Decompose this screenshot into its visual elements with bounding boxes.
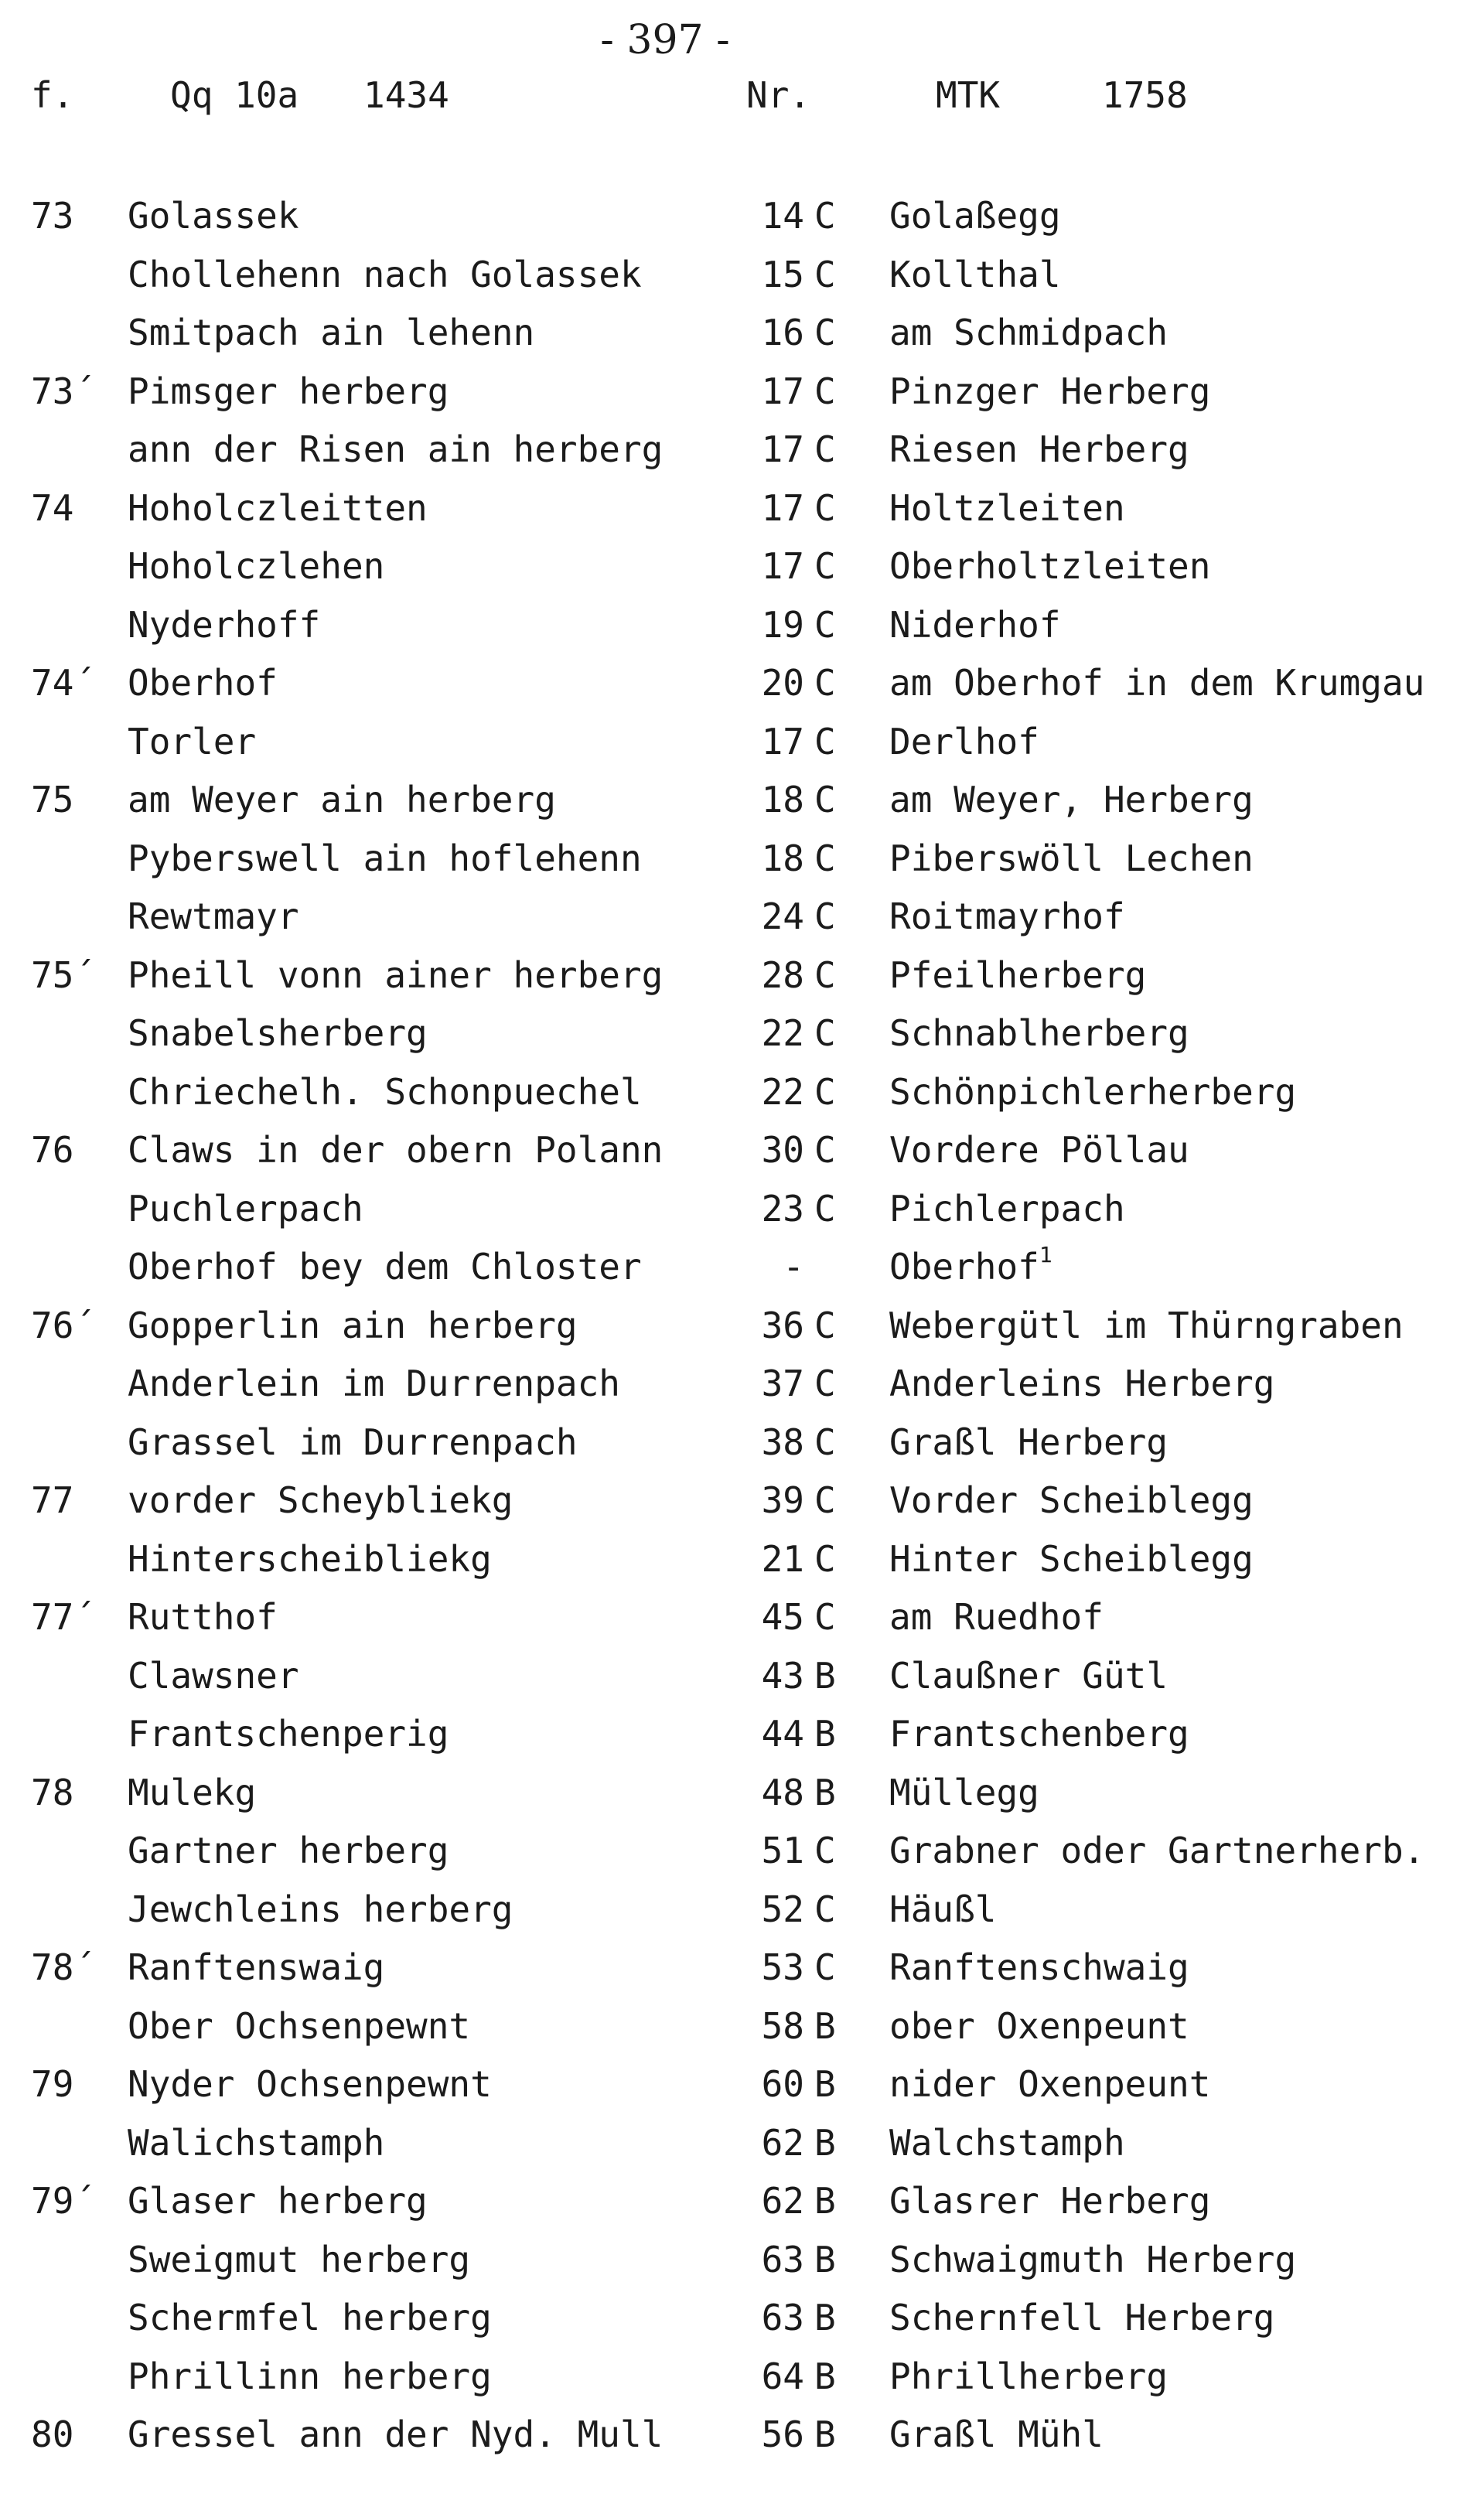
place-name-1434: Mulekg xyxy=(128,1771,257,1813)
entry-group: C xyxy=(814,837,836,879)
place-name-1434: ann der Risen ain herberg xyxy=(128,428,664,470)
folio-number: 80 xyxy=(31,2413,74,2455)
entry-group: C xyxy=(814,1363,836,1404)
list-item xyxy=(0,2291,1484,2349)
place-name-1434: Hoholczleitten xyxy=(128,486,428,529)
place-name-1758: Piberswöll Lechen xyxy=(889,837,1254,879)
place-name-1758: Graßl Mühl xyxy=(889,2413,1104,2455)
place-name-1758: Schwaigmuth Herberg xyxy=(889,2238,1297,2280)
place-name-1758: ober Oxenpeunt xyxy=(889,2004,1189,2047)
entry-group: B xyxy=(814,2121,836,2164)
place-name-1434: Gartner herberg xyxy=(128,1830,449,1871)
entry-number: 60 xyxy=(761,2063,804,2105)
list-item xyxy=(0,1006,1484,1065)
list-item xyxy=(0,2057,1484,2116)
place-name-1758: Glasrer Herberg xyxy=(889,2180,1211,2222)
list-item xyxy=(0,2349,1484,2408)
entry-group: C xyxy=(814,486,836,529)
entry-number: 39 xyxy=(761,1479,804,1521)
list-item xyxy=(0,1182,1484,1240)
entry-group: C xyxy=(814,428,836,470)
entry-number: 24 xyxy=(761,895,804,937)
place-name-1758: Schnablherberg xyxy=(889,1012,1189,1054)
entry-group: C xyxy=(814,195,836,237)
entry-group: C xyxy=(814,1946,836,1988)
entry-group: C xyxy=(814,1012,836,1054)
place-name-1758: Pichlerpach xyxy=(889,1187,1125,1230)
entry-number: 20 xyxy=(761,662,804,704)
list-item xyxy=(0,1940,1484,1999)
folio-number: 76´ xyxy=(31,1304,96,1346)
place-name-1434: Golassek xyxy=(128,195,299,237)
place-name-1758: Schönpichlerherberg xyxy=(889,1070,1297,1113)
entry-list xyxy=(0,189,1484,2466)
entry-number: 30 xyxy=(761,1129,804,1171)
place-name-1758: Graßl Herberg xyxy=(889,1421,1168,1463)
list-item xyxy=(0,1882,1484,1941)
place-name-1434: Walichstamph xyxy=(128,2121,385,2164)
place-name-1758 xyxy=(889,1242,1052,1288)
list-item xyxy=(0,1999,1484,2058)
place-name-1434: Phrillinn herberg xyxy=(128,2355,492,2397)
folio-number: 77 xyxy=(31,1479,74,1521)
entry-number: 51 xyxy=(761,1830,804,1871)
list-item xyxy=(0,948,1484,1007)
folio-number: 77´ xyxy=(31,1596,96,1638)
place-name-1758: Kollthal xyxy=(889,253,1061,295)
folio-number: 75 xyxy=(31,779,74,820)
list-item xyxy=(0,305,1484,364)
place-name-1434: Nyder Ochsenpewnt xyxy=(128,2063,492,2105)
header-mtk: MTK xyxy=(936,74,1001,116)
list-item xyxy=(0,715,1484,773)
place-name-1434: Oberhof bey dem Chloster xyxy=(128,1246,642,1288)
place-name-1434: Rewtmayr xyxy=(128,895,299,937)
header-folio: f. xyxy=(31,74,74,116)
entry-number: 45 xyxy=(761,1596,804,1638)
place-name-1758: nider Oxenpeunt xyxy=(889,2063,1211,2105)
place-name-1758: Derlhof xyxy=(889,720,1039,762)
list-item xyxy=(0,773,1484,831)
place-name-1434: Rutthof xyxy=(128,1596,278,1638)
list-item xyxy=(0,1765,1484,1824)
place-name-1434: Pheill vonn ainer herberg xyxy=(128,953,664,996)
place-name-1434: vorder Scheybliekg xyxy=(128,1479,513,1521)
place-name-1758: Holtzleiten xyxy=(889,486,1125,529)
entry-group: B xyxy=(814,2063,836,2105)
place-name-1758: Ranftenschwaig xyxy=(889,1946,1189,1988)
entry-number: 56 xyxy=(761,2413,804,2455)
place-name-1434: Snabelsherberg xyxy=(128,1012,428,1054)
list-item xyxy=(0,1356,1484,1415)
list-item xyxy=(0,1649,1484,1707)
page-number: - 397 - xyxy=(600,17,730,63)
list-item xyxy=(0,2174,1484,2233)
list-item xyxy=(0,422,1484,481)
list-item xyxy=(0,539,1484,598)
place-name-1758: Niderhof xyxy=(889,603,1061,646)
place-name-1434: Claws in der obern Polann xyxy=(128,1129,664,1171)
place-name-1758: Vordere Pöllau xyxy=(889,1129,1189,1171)
list-item xyxy=(0,364,1484,423)
entry-group: C xyxy=(814,1596,836,1638)
place-name-1758: Pfeilherberg xyxy=(889,953,1147,996)
place-name-1434: Oberhof xyxy=(128,662,278,704)
place-name-1434: Jewchleins herberg xyxy=(128,1888,513,1930)
place-name-1434: Gressel ann der Nyd. Mull xyxy=(128,2413,664,2455)
entry-group: C xyxy=(814,1070,836,1113)
entry-number: 16 xyxy=(761,312,804,353)
folio-number: 76 xyxy=(31,1129,74,1171)
entry-group: B xyxy=(814,1771,836,1813)
place-name-1434: Nyderhoff xyxy=(128,603,321,646)
entry-group: B xyxy=(814,1713,836,1755)
header-source: Qq 10a xyxy=(170,74,299,116)
header-year-1434: 1434 xyxy=(363,74,449,116)
entry-number: 19 xyxy=(761,603,804,646)
entry-number: 52 xyxy=(761,1888,804,1930)
list-item xyxy=(0,889,1484,948)
list-item xyxy=(0,1123,1484,1182)
list-item xyxy=(0,1298,1484,1357)
place-name-1434: Hinterscheibliekg xyxy=(128,1537,492,1580)
entry-group: C xyxy=(814,603,836,646)
entry-group: C xyxy=(814,953,836,996)
place-name-1758: Golaßegg xyxy=(889,195,1061,237)
entry-number: 17 xyxy=(761,428,804,470)
entry-number: 43 xyxy=(761,1654,804,1697)
list-item xyxy=(0,1065,1484,1124)
place-name-1758: Pinzger Herberg xyxy=(889,370,1211,412)
folio-number: 79 xyxy=(31,2063,74,2105)
entry-group: C xyxy=(814,370,836,412)
entry-group: B xyxy=(814,2180,836,2222)
entry-number: - xyxy=(783,1246,804,1288)
place-name-1758: am Ruedhof xyxy=(889,1596,1104,1638)
list-item xyxy=(0,2116,1484,2175)
header-year-1758: 1758 xyxy=(1102,74,1188,116)
place-name-1758: Webergütl im Thürngraben xyxy=(889,1304,1404,1346)
entry-number: 62 xyxy=(761,2121,804,2164)
list-item xyxy=(0,1823,1484,1882)
place-name-1434: Hoholczlehen xyxy=(128,545,385,587)
entry-group: C xyxy=(814,1537,836,1580)
place-name-1758: am Oberhof in dem Krumgau xyxy=(889,662,1425,704)
place-name-1434: Chollehenn nach Golassek xyxy=(128,253,642,295)
folio-number: 78´ xyxy=(31,1946,96,1988)
entry-group: C xyxy=(814,662,836,704)
place-name-1434: Grassel im Durrenpach xyxy=(128,1421,578,1463)
entry-number: 22 xyxy=(761,1012,804,1054)
place-name-1434: Frantschenperig xyxy=(128,1713,449,1755)
entry-group: B xyxy=(814,2004,836,2047)
entry-number: 28 xyxy=(761,953,804,996)
place-name-1758: Schernfell Herberg xyxy=(889,2297,1275,2338)
entry-group: C xyxy=(814,720,836,762)
list-item xyxy=(0,2407,1484,2466)
place-name-1434: Anderlein im Durrenpach xyxy=(128,1363,620,1404)
place-name-1434: Pimsger herberg xyxy=(128,370,449,412)
column-header xyxy=(0,74,1484,128)
place-name-1434: am Weyer ain herberg xyxy=(128,779,556,820)
place-name-1758: Frantschenberg xyxy=(889,1713,1189,1755)
place-name-1758: Phrillherberg xyxy=(889,2355,1168,2397)
place-name-1758: Müllegg xyxy=(889,1771,1039,1813)
entry-number: 17 xyxy=(761,720,804,762)
entry-number: 17 xyxy=(761,486,804,529)
place-name-1758: Riesen Herberg xyxy=(889,428,1189,470)
list-item xyxy=(0,1707,1484,1765)
entry-group: B xyxy=(814,2355,836,2397)
entry-number: 48 xyxy=(761,1771,804,1813)
place-name-1758: Oberholtzleiten xyxy=(889,545,1211,587)
entry-group: B xyxy=(814,2413,836,2455)
entry-group: B xyxy=(814,2238,836,2280)
place-name-1434: Pyberswell ain hoflehenn xyxy=(128,837,642,879)
list-item xyxy=(0,831,1484,890)
list-item xyxy=(0,598,1484,657)
entry-number: 64 xyxy=(761,2355,804,2397)
place-name-1758: Häußl xyxy=(889,1888,997,1930)
place-name-1758: Vorder Scheiblegg xyxy=(889,1479,1254,1521)
entry-number: 38 xyxy=(761,1421,804,1463)
entry-number: 23 xyxy=(761,1187,804,1230)
entry-number: 14 xyxy=(761,195,804,237)
entry-group: C xyxy=(814,1304,836,1346)
entry-group: B xyxy=(814,2297,836,2338)
place-name-1434: Smitpach ain lehenn xyxy=(128,312,535,353)
entry-number: 22 xyxy=(761,1070,804,1113)
entry-group: C xyxy=(814,779,836,820)
header-nr: Nr. xyxy=(746,74,811,116)
place-name-1434: Clawsner xyxy=(128,1654,299,1697)
folio-number: 78 xyxy=(31,1771,74,1813)
entry-number: 17 xyxy=(761,545,804,587)
entry-number: 37 xyxy=(761,1363,804,1404)
entry-group: C xyxy=(814,545,836,587)
place-name-1434: Schermfel herberg xyxy=(128,2297,492,2338)
place-name-1434: Chriechelh. Schonpuechel xyxy=(128,1070,642,1113)
entry-number: 63 xyxy=(761,2238,804,2280)
footnote-marker: 1 xyxy=(1039,1242,1052,1267)
entry-group: C xyxy=(814,1479,836,1521)
place-name-1434: Torler xyxy=(128,720,257,762)
entry-number: 63 xyxy=(761,2297,804,2338)
place-name-1758: Anderleins Herberg xyxy=(889,1363,1275,1404)
entry-number: 44 xyxy=(761,1713,804,1755)
place-name-1434: Sweigmut herberg xyxy=(128,2238,471,2280)
entry-group: C xyxy=(814,1888,836,1930)
entry-number: 18 xyxy=(761,779,804,820)
entry-group: C xyxy=(814,253,836,295)
list-item xyxy=(0,1415,1484,1474)
place-name-1434: Ober Ochsenpewnt xyxy=(128,2004,471,2047)
entry-number: 18 xyxy=(761,837,804,879)
place-name-1758: Walchstamph xyxy=(889,2121,1125,2164)
folio-number: 79´ xyxy=(31,2180,96,2222)
list-item xyxy=(0,1473,1484,1532)
place-name-1758: Claußner Gütl xyxy=(889,1654,1168,1697)
place-name-1434: Gopperlin ain herberg xyxy=(128,1304,578,1346)
list-item xyxy=(0,1240,1484,1298)
place-name-1758: am Weyer, Herberg xyxy=(889,779,1254,820)
place-name-1758: Grabner oder Gartnerherb. xyxy=(889,1830,1425,1871)
list-item xyxy=(0,189,1484,247)
place-name-1758: am Schmidpach xyxy=(889,312,1168,353)
place-name-1434: Puchlerpach xyxy=(128,1187,363,1230)
folio-number: 75´ xyxy=(31,953,96,996)
place-name-1434: Ranftenswaig xyxy=(128,1946,385,1988)
entry-number: 17 xyxy=(761,370,804,412)
folio-number: 73´ xyxy=(31,370,96,412)
place-name-1758: Roitmayrhof xyxy=(889,895,1125,937)
entry-group: C xyxy=(814,1830,836,1871)
entry-group: C xyxy=(814,312,836,353)
list-item xyxy=(0,481,1484,540)
list-item xyxy=(0,656,1484,715)
list-item xyxy=(0,1532,1484,1591)
entry-number: 21 xyxy=(761,1537,804,1580)
entry-group: C xyxy=(814,1421,836,1463)
list-item xyxy=(0,2233,1484,2291)
entry-number: 15 xyxy=(761,253,804,295)
folio-number: 73 xyxy=(31,195,74,237)
entry-number: 53 xyxy=(761,1946,804,1988)
place-name-text: Oberhof xyxy=(889,1246,1039,1288)
folio-number: 74´ xyxy=(31,662,96,704)
entry-group: C xyxy=(814,1187,836,1230)
entry-group: B xyxy=(814,1654,836,1697)
entry-number: 58 xyxy=(761,2004,804,2047)
entry-number: 36 xyxy=(761,1304,804,1346)
entry-group: C xyxy=(814,895,836,937)
place-name-1758: Hinter Scheiblegg xyxy=(889,1537,1254,1580)
entry-group: C xyxy=(814,1129,836,1171)
entry-number: 62 xyxy=(761,2180,804,2222)
place-name-1434: Glaser herberg xyxy=(128,2180,428,2222)
list-item xyxy=(0,247,1484,306)
list-item xyxy=(0,1590,1484,1649)
folio-number: 74 xyxy=(31,486,74,529)
